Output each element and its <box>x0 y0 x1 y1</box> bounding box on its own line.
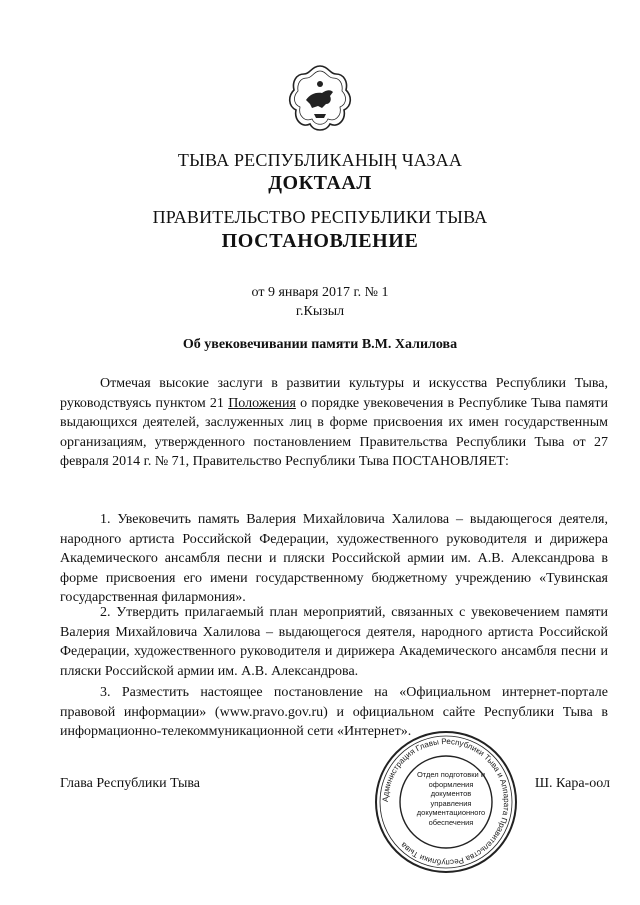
clause-1 <box>60 510 608 608</box>
signatory-position: Глава Республики Тыва <box>60 776 201 791</box>
header-government: ПРАВИТЕЛЬСТВО РЕСПУБЛИКИ ТЫВА <box>152 207 488 227</box>
decree-title: Об увековечивании памяти В.М. Халилова <box>182 337 458 352</box>
clause-1-text: 1. Увековечить память Валерия Михайловича Халилова – выдающегося деятеля, народного артиста Российской Федерации, художественного руководителя и дирижера Академического ансамбля песни и пляски Российской армии им. А.В. Александрова в форме присвоения его имени государственному бюджетному учреждению «Тувинская государственная филармония». <box>60 512 608 605</box>
coat-of-arms-emblem <box>286 62 354 134</box>
clause-3-text: 3. Разместить настоящее постановление на «Официальном интернет-портале правовой информации» (www.pravo.gov.ru) и официальном сайте Республики Тыва в информационно-телекоммуникационной сети «Интернет». <box>60 685 608 739</box>
stamp-center-text: Отдел подготовки и оформления документов управления документационного обеспечения <box>416 770 486 827</box>
signatory-name: Ш. Кара-оол <box>534 776 610 791</box>
preamble-paragraph <box>60 374 608 472</box>
clause-2-text: 2. Утвердить прилагаемый план мероприятий, связанных с увековечением памяти Валерия Михайловича Халилова – выдающегося деятеля, народного артиста Российской Федерации, художественного руководителя и дирижера Академического ансамбля песни и пляски Российской армии им. А.В. Александрова. <box>60 605 608 679</box>
preamble-text-end: о порядке увековечения в Республике Тыва памяти выдающихся деятелей, заслуженных лиц в форме присвоения их имен государственным организациям, утвержденного постановлением Правительства Республики Тыва от 27 февраля 2014 г. № 71, Правительство Республики Тыва ПОСТАНОВЛЯЕТ: <box>60 395 609 469</box>
header-tuvan-decree: ДОКТААЛ <box>268 172 372 194</box>
stamp-ring-text: Администрация Главы Республики Тыва и Аппарата Правительства Республики Тыва <box>380 736 512 868</box>
clause-2 <box>60 603 608 681</box>
regulation-link[interactable]: Положения <box>228 395 296 411</box>
decree-city: г.Кызыл <box>295 304 345 319</box>
preamble-text-start: Отмечая высокие заслуги в развитии культуры и искусства Республики Тыва, руководствуясь пунктом 21 <box>60 376 608 411</box>
header-tuvan-government: ТЫВА РЕСПУБЛИКАНЫҢ ЧАЗАА <box>177 150 463 170</box>
decree-date-number: от 9 января 2017 г. № 1 <box>251 285 389 300</box>
header-decree: ПОСТАНОВЛЕНИЕ <box>221 230 419 252</box>
clause-3 <box>60 683 608 742</box>
